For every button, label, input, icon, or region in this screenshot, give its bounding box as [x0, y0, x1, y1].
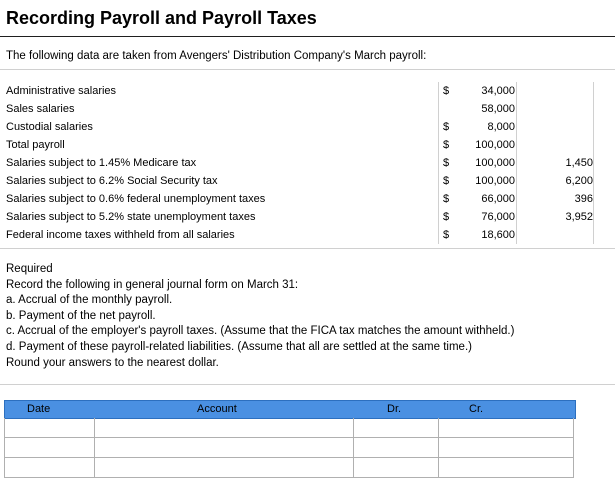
amount-value: 100,000: [475, 157, 515, 169]
required-section: [6, 262, 514, 371]
table-row: [0, 82, 615, 100]
journal-col-line: [94, 418, 95, 478]
required-line: c. Accrual of the employer's payroll taxes. (Assume that the FICA tax matches the amount withheld.): [6, 325, 515, 338]
title-divider: [0, 36, 615, 37]
table-row: [0, 226, 615, 244]
journal-row[interactable]: [4, 438, 574, 458]
currency-symbol: $: [443, 157, 450, 169]
amount-value: 34,000: [481, 85, 515, 97]
page-title: Recording Payroll and Payroll Taxes: [6, 8, 317, 28]
row-label: Salaries subject to 6.2% Social Security tax: [6, 175, 218, 187]
header-account: Account: [197, 403, 237, 415]
table-row: [0, 190, 615, 208]
required-line: a. Accrual of the monthly payroll.: [6, 294, 173, 307]
row-label: Federal income taxes withheld from all salaries: [6, 229, 235, 241]
tax-value: 396: [574, 193, 593, 205]
row-label: Total payroll: [6, 139, 65, 151]
currency-symbol: $: [443, 175, 450, 187]
header-dr: Dr.: [387, 403, 402, 415]
currency-symbol: $: [443, 139, 450, 151]
currency-symbol: $: [443, 85, 450, 97]
required-line: Round your answers to the nearest dollar.: [6, 356, 219, 369]
journal-row[interactable]: [4, 458, 574, 478]
table-row: [0, 118, 615, 136]
currency-symbol: $: [443, 193, 450, 205]
amount-value: 66,000: [481, 193, 515, 205]
journal-header: [4, 400, 576, 419]
required-heading: Required: [6, 263, 53, 275]
amount-value: 58,000: [481, 103, 515, 115]
amount-value: 100,000: [475, 175, 515, 187]
journal-row[interactable]: [4, 418, 574, 438]
amount-value: 18,600: [481, 229, 515, 241]
required-line: Record the following in general journal form on March 31:: [6, 278, 299, 291]
table-row: [0, 172, 615, 190]
tax-value: 1,450: [565, 157, 593, 169]
payroll-data-table: [0, 82, 615, 244]
table-row: [0, 136, 615, 154]
table-row: [0, 100, 615, 118]
header-cr: Cr.: [469, 403, 484, 415]
currency-symbol: $: [443, 229, 450, 241]
currency-symbol: $: [443, 211, 450, 223]
row-label: Administrative salaries: [6, 85, 117, 97]
tax-value: 6,200: [565, 175, 593, 187]
journal-col-line: [4, 418, 5, 478]
table-row: [0, 208, 615, 226]
amount-value: 76,000: [481, 211, 515, 223]
row-label: Salaries subject to 1.45% Medicare tax: [6, 157, 197, 169]
intro-text: The following data are taken from Avengers' Distribution Company's March payroll:: [6, 50, 427, 62]
row-label: Custodial salaries: [6, 121, 93, 133]
required-line: d. Payment of these payroll-related liabilities. (Assume that all are settled at the same time.): [6, 340, 472, 353]
header-date: Date: [27, 403, 51, 415]
journal-col-line: [353, 418, 354, 478]
journal-col-line: [438, 418, 439, 478]
journal-col-line: [573, 418, 574, 478]
amount-value: 8,000: [487, 121, 515, 133]
row-label: Salaries subject to 5.2% state unemployment taxes: [6, 211, 256, 223]
journal-body: [4, 418, 574, 478]
row-label: Sales salaries: [6, 103, 75, 115]
row-label: Salaries subject to 0.6% federal unemployment taxes: [6, 193, 266, 205]
required-line: b. Payment of the net payroll.: [6, 309, 156, 322]
intro-divider: [0, 69, 615, 70]
section-divider: [0, 384, 615, 385]
currency-symbol: $: [443, 121, 450, 133]
table-row: [0, 154, 615, 172]
amount-value: 100,000: [475, 139, 515, 151]
tax-value: 3,952: [565, 211, 593, 223]
section-divider: [0, 248, 615, 249]
